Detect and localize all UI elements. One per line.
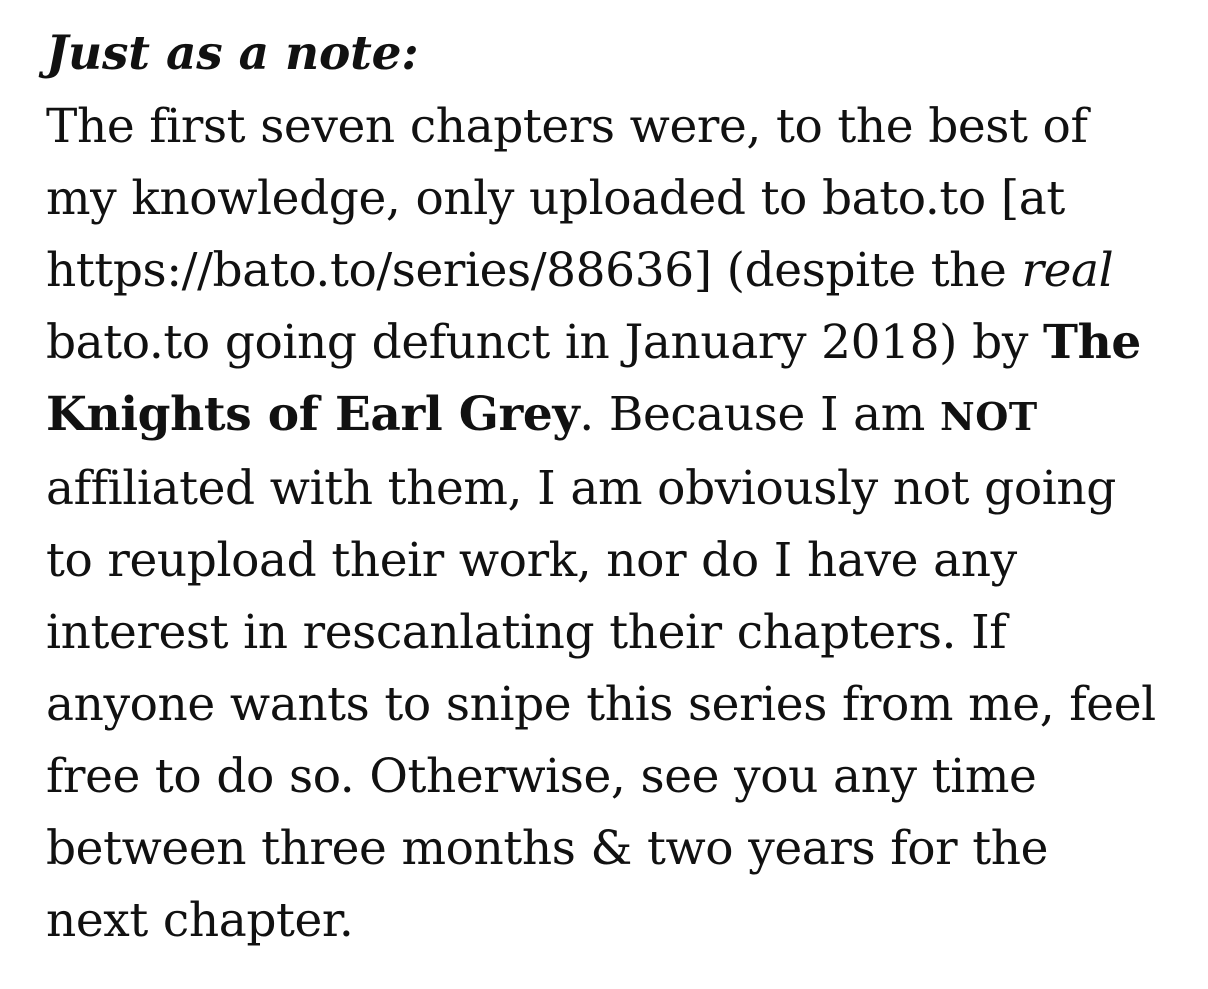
note-heading: Just as a note: (46, 26, 419, 81)
note-paragraph (46, 91, 1162, 957)
note-text-italic-real: real (1021, 243, 1114, 298)
note-text-part-1: The first seven chapters were, to the best of my knowledge, only uploaded to bato.to [at https://bato.to/series/88636] (despite the (46, 99, 1088, 298)
note-text-bold-group: The Knights of Earl Grey (46, 315, 1141, 442)
note-text-part-3: bato.to going defunct in January 2018) by (46, 315, 1044, 370)
note-text-part-5: . Because I am (579, 387, 941, 442)
note-text-part-7: affiliated with them, I am obviously not going to reupload their work, nor do I have any interest in rescanlating their chapters. If anyone wants to snipe this series from me, feel free to do so. Otherwise, see you any time between three months & two years for the next chapter. (46, 461, 1156, 948)
note-text-emphasis-not: NOT (940, 394, 1038, 439)
